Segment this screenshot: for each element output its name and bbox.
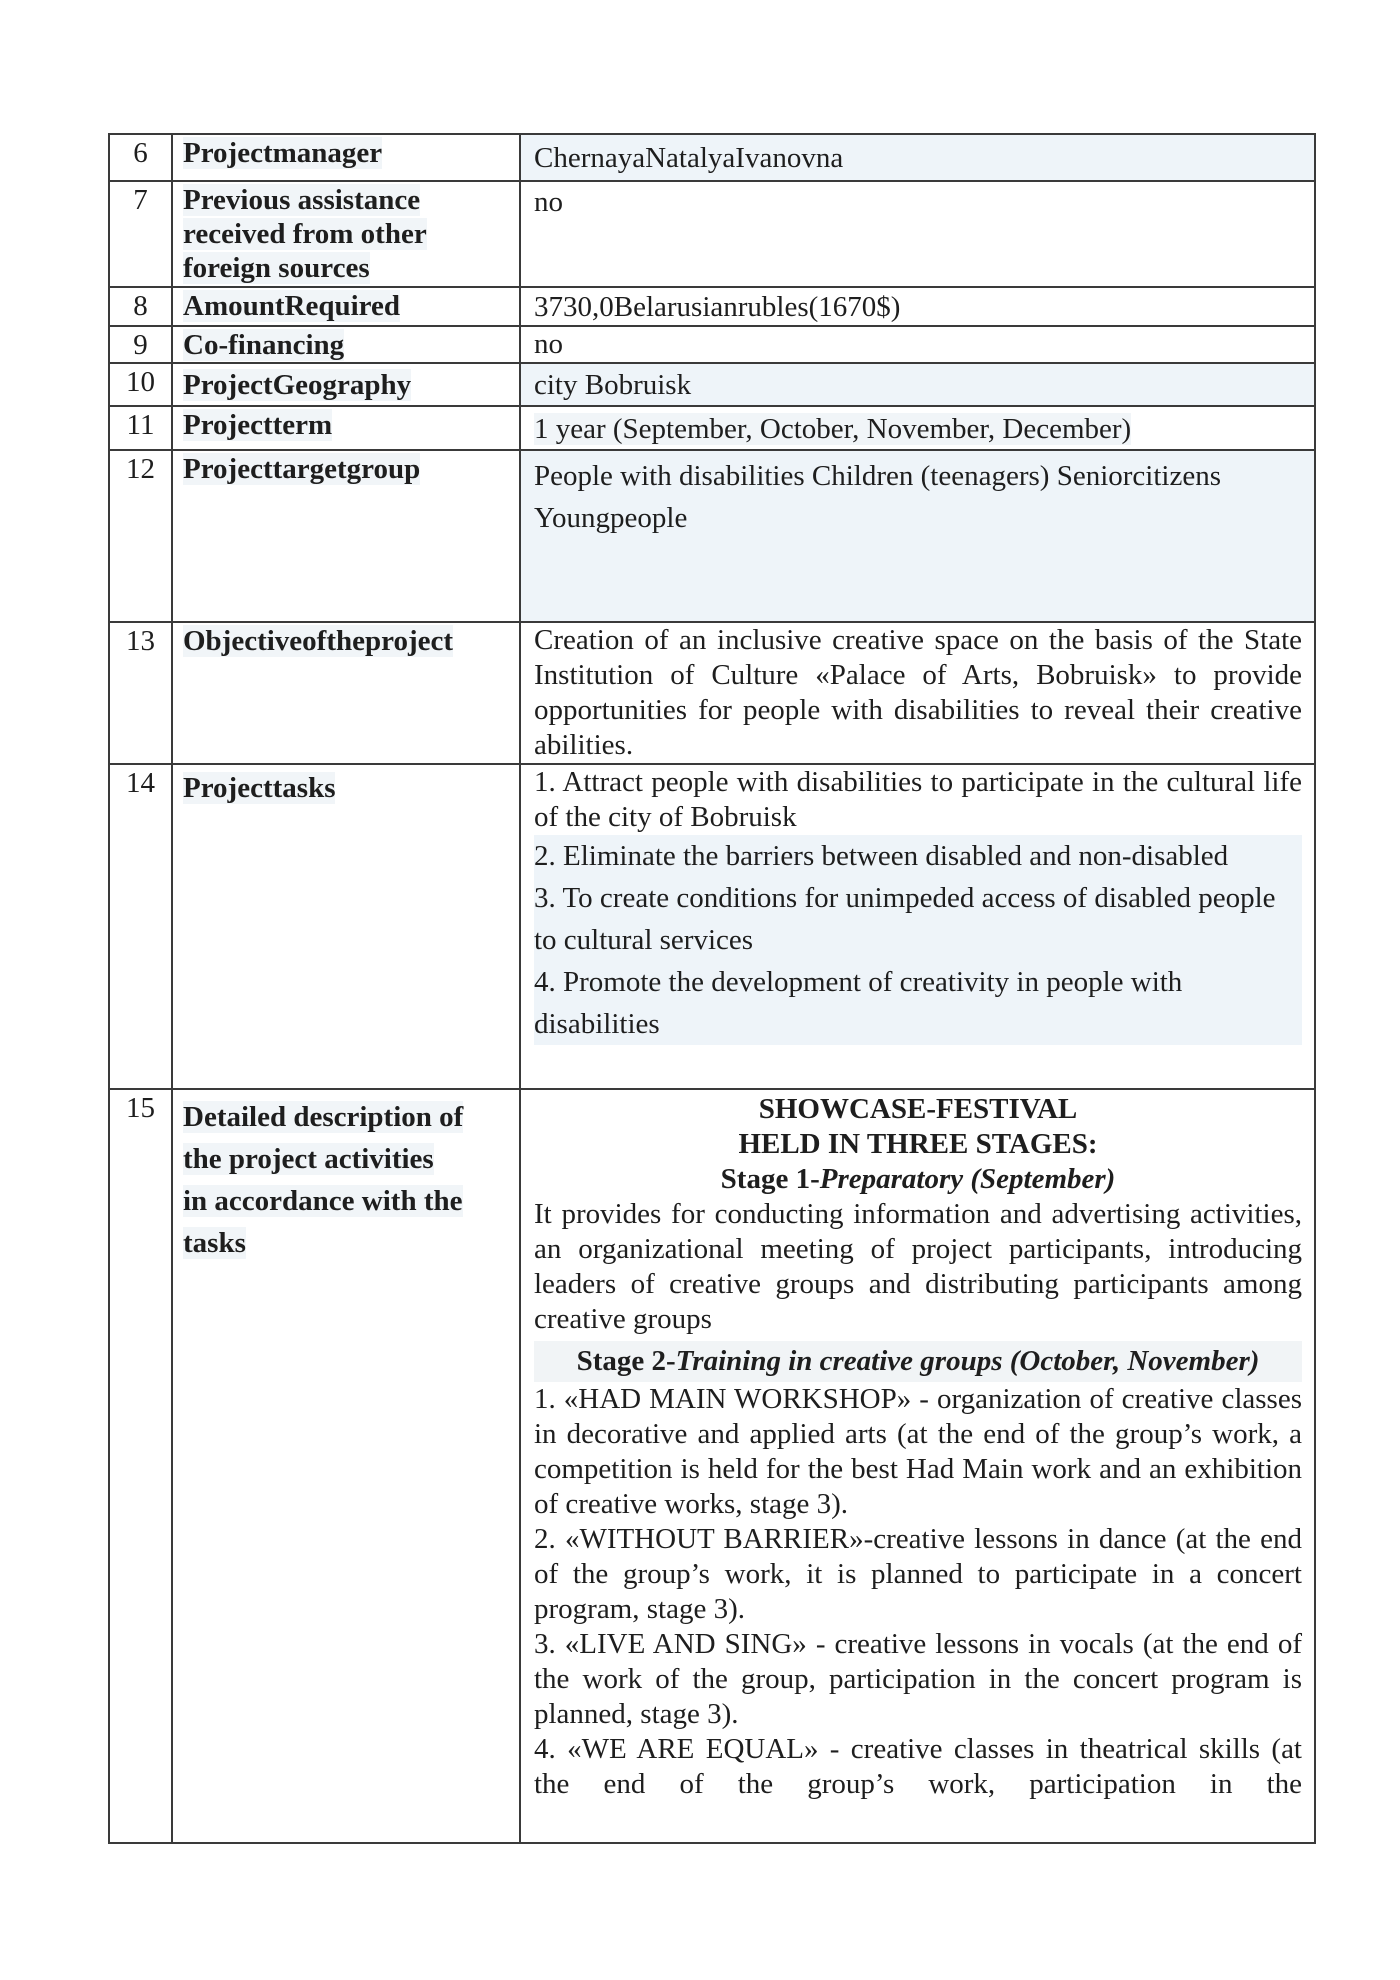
festival-subheading: HELD IN THREE STAGES: <box>738 1128 1098 1160</box>
stage-2-name: Training in creative groups (October, November) <box>675 1345 1260 1377</box>
project-info-table <box>108 133 1316 1844</box>
row-label-text: Projecttasks <box>183 772 336 804</box>
task-item: 1. Attract people with disabilities to participate in the cultural life of the city of Bobruisk <box>534 766 1302 833</box>
row-value-list <box>521 765 1314 1088</box>
stage-2-title <box>534 1341 1302 1382</box>
activity-item: 1. «HAD MAIN WORKSHOP» - organization of creative classes in decorative and applied arts (at the end of the group’s work, a competition is held for the best Had Main work and an exhibition of creative works, stage 3). <box>534 1383 1302 1520</box>
row-value-description <box>521 1090 1314 1842</box>
table-row-12 <box>110 449 1314 621</box>
table-row-15 <box>110 1088 1314 1842</box>
festival-heading: SHOWCASE-FESTIVAL <box>758 1093 1078 1125</box>
activity-item: 2. «WITHOUT BARRIER»-creative lessons in dance (at the end of the group’s work, it is planned to participate in a concert program, stage 3). <box>534 1523 1302 1625</box>
row-value-list <box>521 451 1314 621</box>
row-value: Creation of an inclusive creative space on the basis of the State Institution of Culture «Palace of Arts, Bobruisk» to provide opportunities for people with disabilities to reveal their creative abilities. <box>534 624 1302 761</box>
table-row-6 <box>110 135 1314 180</box>
target-group-item: Children (teenagers) <box>811 460 1050 492</box>
task-item: 2. Eliminate the barriers between disabled and non-disabled <box>534 835 1302 877</box>
target-group-item: Youngpeople <box>534 502 688 534</box>
stage-2-prefix: Stage 2- <box>576 1345 676 1377</box>
table-row-9 <box>110 325 1314 362</box>
activity-item: 4. «WE ARE EQUAL» - creative classes in theatrical skills (at the end of the group’s work, participation in the <box>534 1733 1302 1800</box>
row-label-line: the project activities <box>183 1143 434 1175</box>
row-label <box>173 364 521 405</box>
row-value: no <box>534 186 563 218</box>
table-row-11 <box>110 405 1314 449</box>
row-value: ChernayaNatalyaIvanovna <box>521 135 1314 180</box>
row-value: city Bobruisk <box>521 364 1314 405</box>
table-row-14 <box>110 763 1314 1088</box>
table-row-8 <box>110 286 1314 325</box>
table-row-13 <box>110 621 1314 763</box>
row-label <box>173 182 521 286</box>
target-group-item: People with disabilities <box>534 460 805 492</box>
row-number: 8 <box>110 288 173 325</box>
task-item: 4. Promote the development of creativity in people with disabilities <box>534 961 1302 1045</box>
row-label <box>173 1090 521 1842</box>
row-value: 3730,0Belarusianrubles(1670$) <box>534 291 901 323</box>
row-label-text: AmountRequired <box>183 290 400 322</box>
row-label <box>173 765 521 1088</box>
row-value <box>521 407 1314 449</box>
row-number: 15 <box>110 1090 173 1842</box>
row-number: 12 <box>110 451 173 621</box>
table-row-10 <box>110 362 1314 405</box>
row-label-text: Projectmanager <box>183 137 383 169</box>
row-label-line: foreign sources <box>183 252 370 284</box>
row-label-line: Previous assistance <box>183 184 421 216</box>
row-label <box>173 327 521 362</box>
row-label-text: Objectiveoftheproject <box>183 625 454 657</box>
stage-1-text: It provides for conducting information and advertising activities, an organizational meeting of project participants, introducing leaders of creative groups and distributing participants among creative groups <box>534 1198 1302 1335</box>
row-number: 7 <box>110 182 173 286</box>
row-number: 11 <box>110 407 173 449</box>
stage-1-title <box>534 1162 1302 1197</box>
target-group-item: Seniorcitizens <box>1056 460 1221 492</box>
row-label <box>173 451 521 621</box>
row-label-line: in accordance with the <box>183 1185 463 1217</box>
row-number: 14 <box>110 765 173 1088</box>
table-row-7 <box>110 180 1314 286</box>
row-label-line: tasks <box>183 1227 246 1259</box>
row-label <box>173 288 521 325</box>
row-number: 10 <box>110 364 173 405</box>
row-label-text: Projectterm <box>183 409 333 441</box>
row-number: 6 <box>110 135 173 180</box>
activity-item: 3. «LIVE AND SING» - creative lessons in vocals (at the end of the work of the group, participation in the concert program is planned, stage 3). <box>534 1628 1302 1730</box>
row-label <box>173 623 521 763</box>
row-label <box>173 407 521 449</box>
task-item: 3. To create conditions for unimpeded access of disabled people to cultural services <box>534 877 1302 961</box>
row-value: no <box>534 328 563 360</box>
stage-1-prefix: Stage 1- <box>720 1163 820 1195</box>
row-label-text: Projecttargetgroup <box>183 453 421 485</box>
row-label-text: Co-financing <box>183 329 345 361</box>
row-number: 13 <box>110 623 173 763</box>
row-label <box>173 135 521 180</box>
row-label-line: Detailed description of <box>183 1101 464 1133</box>
row-value-text: 1 year (September, October, November, December) <box>534 413 1132 445</box>
stage-1-name: Preparatory (September) <box>819 1163 1116 1195</box>
row-number: 9 <box>110 327 173 362</box>
row-label-text: ProjectGeography <box>183 369 412 401</box>
row-label-line: received from other <box>183 218 427 250</box>
